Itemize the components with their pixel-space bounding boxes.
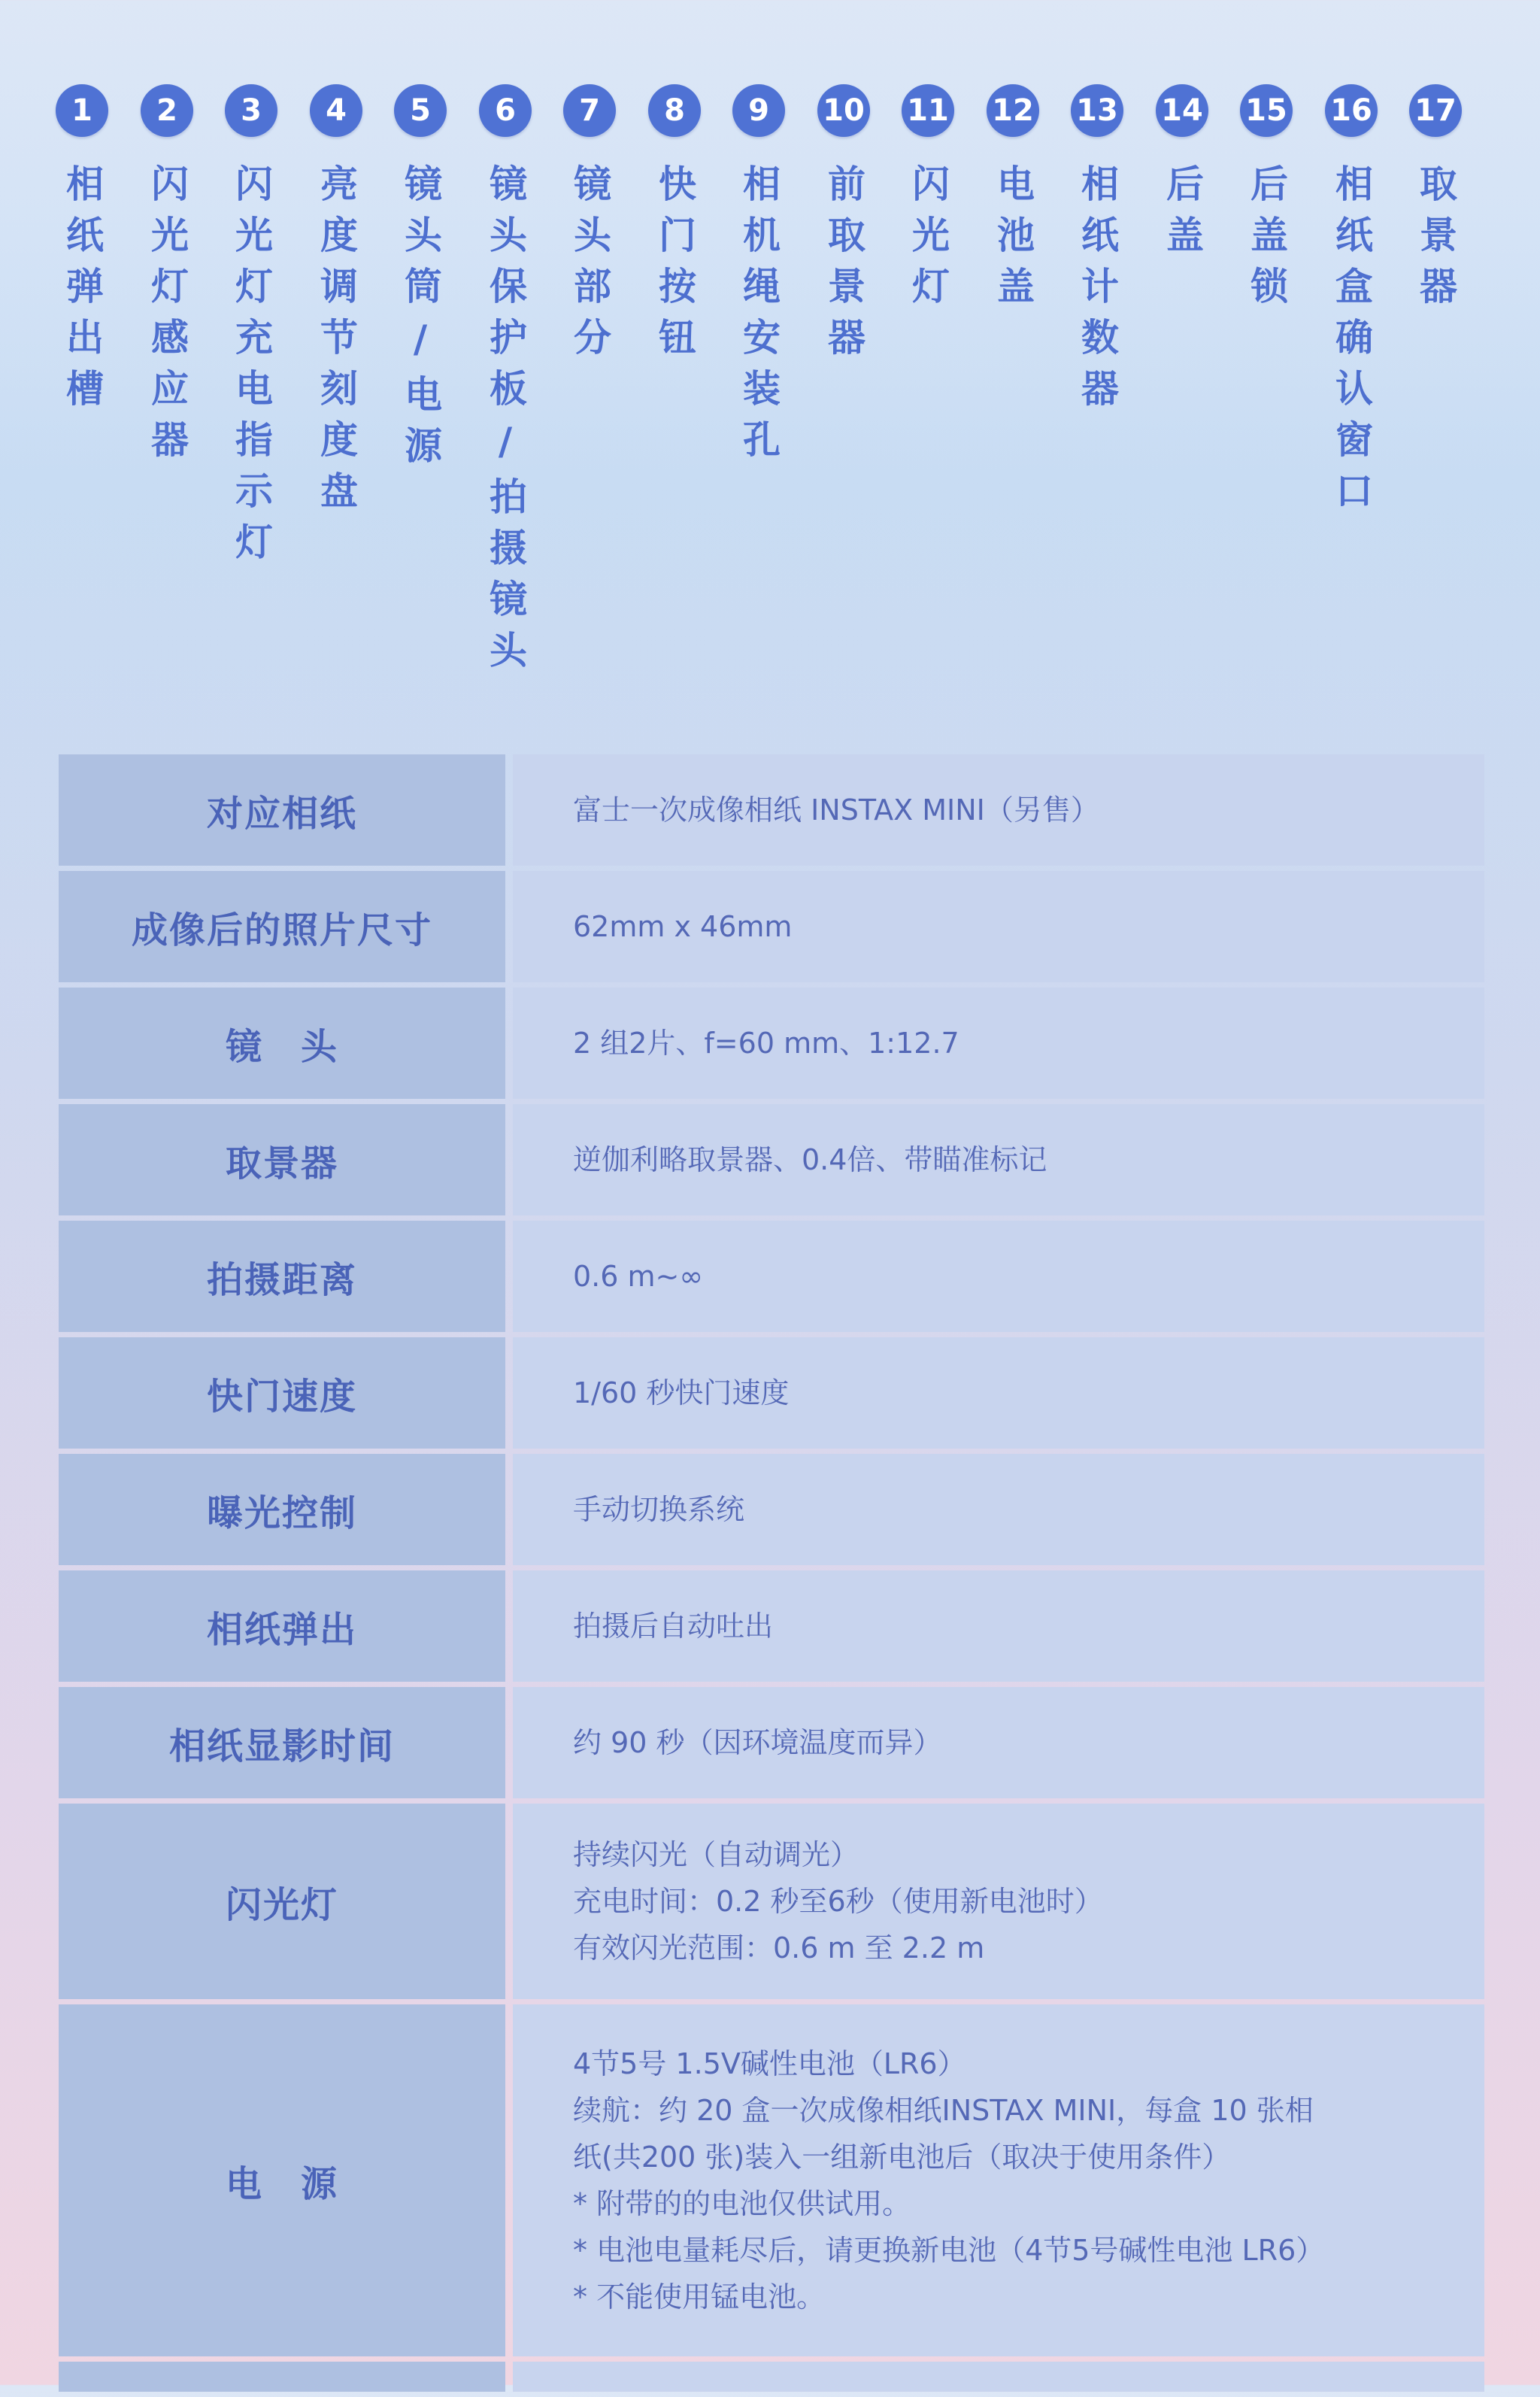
spec-row [59,754,1484,866]
part-item [1141,84,1223,266]
spec-label: 成像后的照片尺寸 [59,871,505,982]
part-number-badge: 5 [394,84,447,137]
spec-row-partial [59,2362,1484,2392]
part-item [464,84,547,681]
spec-value-line: 4节5号 1.5V碱性电池（LR6） [573,2047,966,2080]
spec-label: 拍摄距离 [59,1221,505,1332]
part-label: 快门按钮 [653,164,696,369]
part-item [1394,84,1477,317]
part-number-badge: 13 [1071,84,1123,137]
spec-label: 相纸弹出 [59,1570,505,1682]
spec-value [513,754,1484,866]
spec-value [513,2362,1484,2392]
part-label: 镜头保护板/拍摄镜头 [484,164,527,681]
spec-value-line: 有效闪光范围：0.6 m 至 2.2 m [573,1931,985,1965]
part-number-badge: 12 [987,84,1039,137]
part-label: 闪光灯感应器 [145,164,189,471]
part-number-badge: 9 [732,84,785,137]
spec-row [59,1337,1484,1449]
part-label: 相纸盒确认窗口 [1329,164,1373,522]
part-item [210,84,293,573]
part-item [126,84,208,471]
spec-value [513,1804,1484,1999]
spec-value-line: 约 90 秒（因环境温度而异） [573,1726,942,1759]
spec-label: 取景器 [59,1104,505,1215]
spec-label: 镜 头 [59,988,505,1099]
spec-value [513,1454,1484,1565]
part-label: 后盖 [1160,164,1204,266]
part-item [41,84,123,420]
part-item [295,84,377,522]
spec-label: 对应相纸 [59,754,505,866]
spec-row [59,1570,1484,1682]
spec-row [59,1687,1484,1798]
spec-value-line: 拍摄后自动吐出 [573,1610,774,1643]
spec-value [513,1104,1484,1215]
part-item [972,84,1054,317]
part-number-badge: 10 [817,84,870,137]
part-label: 镜头筒/电源 [399,164,442,477]
spec-value [513,1337,1484,1449]
spec-value-line: 0.6 m~∞ [573,1260,704,1293]
part-item [717,84,800,471]
part-item [633,84,716,369]
spec-value-line: 手动切换系统 [573,1493,745,1526]
spec-value-line: 2 组2片、f=60 mm、1:12.7 [573,1027,959,1060]
spec-row [59,2004,1484,2356]
part-label: 取景器 [1414,164,1457,317]
part-number-badge: 3 [225,84,277,137]
spec-label: 曝光控制 [59,1454,505,1565]
part-label: 相机绳安装孔 [737,164,781,471]
spec-value-line: 持续闪光（自动调光） [573,1838,859,1871]
part-number-badge: 2 [141,84,193,137]
part-label: 后盖锁 [1244,164,1288,317]
spec-value-line: * 附带的的电池仅供试用。 [573,2187,911,2220]
part-label: 电池盖 [991,164,1035,317]
spec-value [513,2004,1484,2356]
spec-row [59,1221,1484,1332]
spec-row [59,988,1484,1099]
part-number-badge: 16 [1325,84,1378,137]
spec-row [59,1104,1484,1215]
part-item [1310,84,1393,522]
spec-value-line: 纸(共200 张)装入一组新电池后（取决于使用条件） [573,2141,1231,2174]
parts-legend [56,84,1484,686]
spec-value [513,871,1484,982]
part-label: 镜头部分 [568,164,611,369]
spec-value [513,988,1484,1099]
part-number-badge: 7 [563,84,616,137]
spec-value-line: 1/60 秒快门速度 [573,1376,790,1409]
spec-value [513,1687,1484,1798]
part-number-badge: 1 [56,84,108,137]
spec-label: 闪光灯 [59,1804,505,1999]
spec-row [59,1454,1484,1565]
part-item [1225,84,1308,317]
spec-value-line: * 不能使用锰电池。 [573,2280,826,2314]
part-number-badge: 11 [902,84,954,137]
spec-value-line: * 电池电量耗尽后，请更换新电池（4节5号碱性电池 LR6） [573,2234,1325,2267]
part-item [802,84,885,369]
part-label: 亮度调节刻度盘 [314,164,358,522]
part-item [548,84,631,369]
spec-value [513,1570,1484,1682]
spec-value-line: 富士一次成像相纸 INSTAX MINI（另售） [573,793,1099,827]
part-item [887,84,969,317]
spec-value-line: 续航：约 20 盒一次成像相纸INSTAX MINI，每盒 10 张相 [573,2094,1314,2127]
spec-label: 电 源 [59,2004,505,2356]
part-number-badge: 17 [1409,84,1462,137]
part-number-badge: 4 [310,84,362,137]
part-number-badge: 15 [1240,84,1293,137]
part-label: 闪光灯充电指示灯 [229,164,273,573]
spec-table [59,754,1484,2397]
spec-label [59,2362,505,2392]
part-label: 相纸弹出槽 [60,164,104,420]
part-label: 闪光灯 [906,164,950,317]
part-number-badge: 6 [479,84,532,137]
part-item [379,84,462,477]
part-label: 前取景器 [822,164,865,369]
spec-value [513,1221,1484,1332]
part-number-badge: 8 [648,84,701,137]
spec-value-line: 充电时间：0.2 秒至6秒（使用新电池时） [573,1885,1103,1918]
part-number-badge: 14 [1156,84,1208,137]
spec-row [59,871,1484,982]
spec-row [59,1804,1484,1999]
part-label: 相纸计数器 [1075,164,1119,420]
spec-value-line: 逆伽利略取景器、0.4倍、带瞄准标记 [573,1143,1047,1176]
spec-label: 相纸显影时间 [59,1687,505,1798]
spec-value-line: 62mm x 46mm [573,910,793,943]
part-item [1056,84,1138,420]
spec-label: 快门速度 [59,1337,505,1449]
